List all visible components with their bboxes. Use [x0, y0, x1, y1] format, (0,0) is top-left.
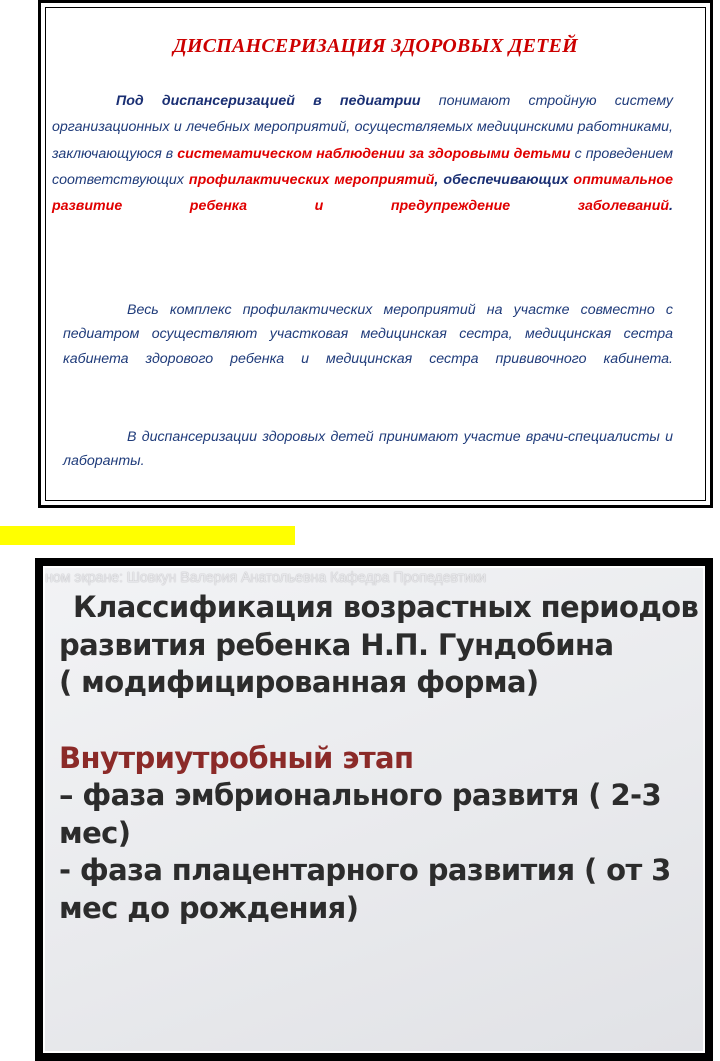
slide-title: ДИСПАНСЕРИЗАЦИЯ ЗДОРОВЫХ ДЕТЕЙ — [173, 35, 578, 57]
yellow-highlight-bar — [0, 526, 295, 545]
slide-age-periods — [35, 558, 713, 1061]
title-line: Классификация возрастных периодов — [73, 590, 699, 624]
phase-line: - фаза плацентарного развития ( от 3 — [59, 853, 671, 887]
staff-text: Весь комплекс профилактических мероприятий на участке совместно с педиатром осуществляют участковая медицинская сестра, медицинская сестра кабинета здорового ребенка и медицинская сестра прививочного кабинета. — [63, 302, 673, 367]
highlight-systematic-observation: систематическом наблюдении за здоровыми детьми — [177, 145, 571, 162]
definition-text-b: с проведением соответствующих — [52, 145, 674, 188]
definition-lead: Под диспансеризацией в педиатрии — [116, 93, 421, 109]
slide-inner-frame — [43, 566, 705, 1053]
definition-text-d: . — [669, 198, 673, 215]
phase-line: – фаза эмбрионального развитя ( 2-3 — [59, 778, 662, 812]
highlight-optimal-development: оптимальное развитие ребенка и предупреждение заболеваний — [52, 171, 673, 215]
definition-paragraph — [52, 88, 673, 219]
title-line: развития ребенка Н.П. Гундобина — [59, 627, 614, 662]
slide-dispensarization — [38, 0, 713, 508]
staff-paragraph — [63, 298, 673, 371]
specialists-paragraph — [63, 425, 673, 474]
slide-body — [59, 589, 699, 927]
specialists-text: В диспансеризации здоровых детей принимают участие врачи-специалисты и лаборанты. — [63, 429, 673, 470]
title-line: ( модифицированная форма) — [59, 665, 539, 699]
stage-title: Внутриутробный этап — [59, 740, 414, 775]
presenter-banner: ном экране: Шовкун Валерия Анатольевна Кафедра Пропедевтики — [45, 570, 486, 586]
phase-line: мес) — [59, 815, 131, 850]
highlight-preventive-measures: профилактических мероприятий — [188, 171, 435, 188]
definition-text-a: понимают стройную систему организационных и лечебных мероприятий, осуществляемых медицинскими работниками, заключающуюся в — [52, 93, 673, 162]
definition-text-c: , обеспечивающих — [434, 171, 574, 188]
phase-line: мес до рождения) — [59, 890, 359, 925]
slide-inner-frame — [45, 7, 706, 501]
